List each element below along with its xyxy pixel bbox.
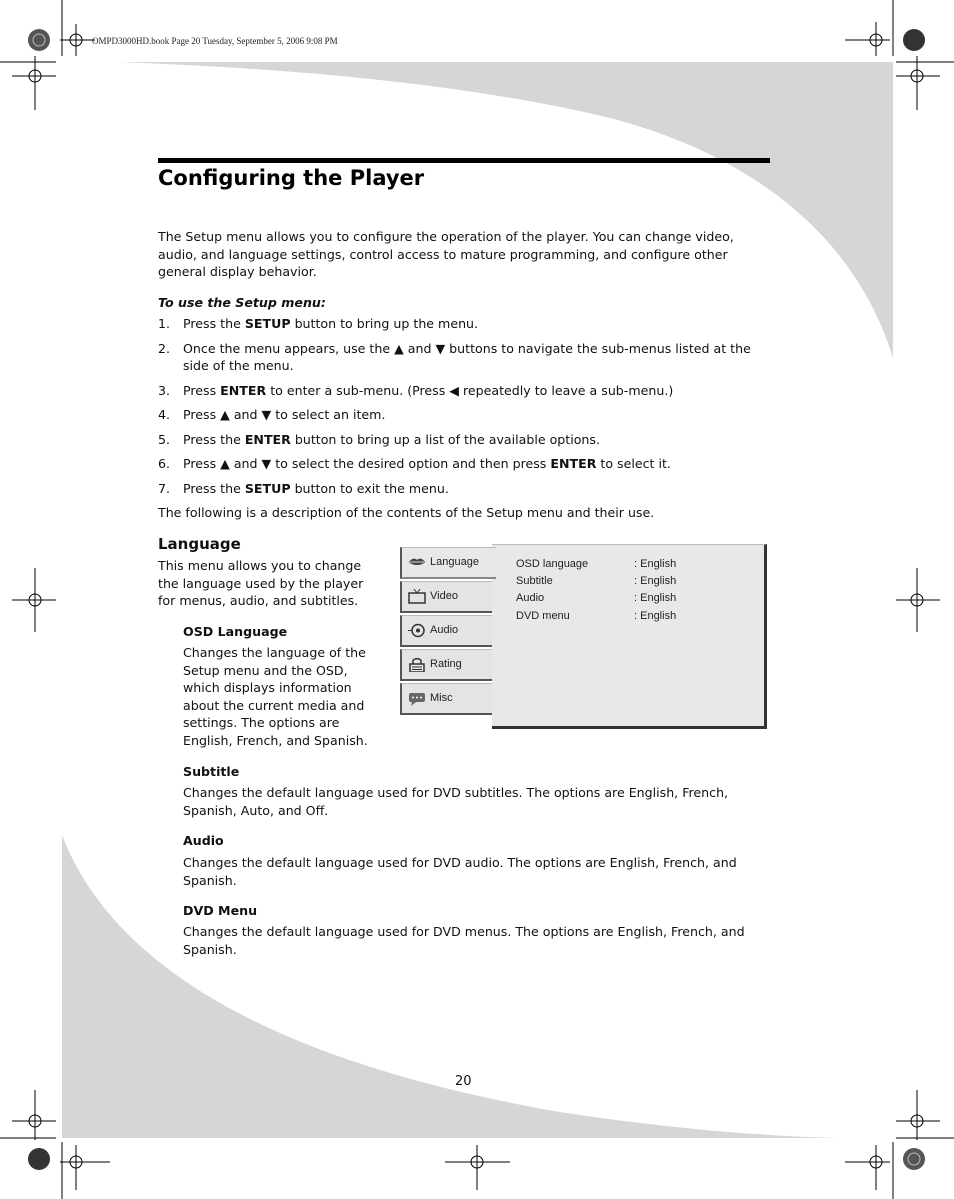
subtitle-description: Changes the default language used for DVD subtitles. The options are English, French, Spanish, Auto, and Off. [183,785,729,818]
lock-icon [408,657,426,672]
crosshair-mark-bottom-left-inner [60,1145,110,1190]
intro-paragraph: The Setup menu allows you to configure the operation of the player. You can change video, audio, and language settings, control access to mature programming, and configure other general display behavior. [158,229,734,279]
menu-tab-language [400,547,496,579]
crosshair-mark-right-top [896,56,940,110]
crosshair-mark-left-mid [12,568,56,632]
step-item: 1. Press the SETUP button to bring up the menu. [158,316,479,331]
lips-icon [408,555,426,570]
crosshair-mark-left-bottom [12,1090,56,1140]
speaker-icon [408,623,426,638]
menu-option-value: : English [634,558,677,570]
following-description: The following is a description of the contents of the Setup menu and their use. [158,505,655,520]
dvd-menu-description: Changes the default language used for DVD menus. The options are English, French, and Spanish. [183,924,745,957]
audio-description: Changes the default language used for DVD audio. The options are English, French, and Spanish. [183,855,737,888]
menu-tab-misc [400,683,492,715]
menu-option-name: Subtitle [516,575,553,587]
setup-procedure-heading: To use the Setup menu: [158,295,326,310]
step-item: 5. Press the ENTER button to bring up a list of the available options. [158,431,600,447]
crosshair-mark-bottom-right-inner [845,1145,890,1190]
step-item: 2. Once the menu appears, use the ▲ and ▼ buttons to navigate the sub-menus listed at the side of the menu. [158,340,751,373]
menu-tab-label: Language [430,556,479,568]
subtitle-heading: Subtitle [183,764,240,779]
menu-option-name: DVD menu [516,610,570,622]
menu-option-value: : English [634,610,677,622]
page-number: 20 [455,1074,472,1089]
speech-bubble-icon [408,691,426,706]
dvd-menu-heading: DVD Menu [183,903,258,918]
audio-heading: Audio [183,833,224,848]
menu-tab-label: Rating [430,658,462,670]
step-item: 3. Press ENTER to enter a sub-menu. (Press ◀ repeatedly to leave a sub-menu.) [158,382,674,398]
crosshair-mark-right-mid [896,568,940,632]
menu-options-panel [492,544,767,729]
top-swoosh [118,62,893,358]
target-mark-top-left [28,29,50,51]
target-mark-bottom-right [903,1148,925,1170]
menu-tab-rating [400,649,492,681]
osd-language-heading: OSD Language [183,624,288,639]
page-title: Configuring the Player [158,166,425,190]
setup-menu-screenshot [398,543,770,729]
target-mark-bottom-left [28,1148,50,1170]
crosshair-mark-top-right-inner [845,22,890,56]
menu-tab-video [400,581,492,613]
menu-tab-label: Video [430,590,458,602]
osd-language-description: Changes the language of the Setup menu and the OSD, which displays information about the current media and settings. The options are English, French, and Spanish. [183,645,368,748]
setup-steps-list [158,315,758,504]
menu-option-name: Audio [516,592,545,604]
title-rule [158,158,770,163]
crosshair-mark-left-top [12,56,56,110]
tv-icon [408,589,426,604]
crosshair-mark-top-left-inner [60,24,95,56]
step-item: 6. Press ▲ and ▼ to select the desired option and then press ENTER to select it. [158,456,671,471]
menu-tab-label: Misc [430,692,453,704]
target-mark-top-right [903,29,925,51]
crosshair-mark-right-bottom [896,1090,940,1140]
menu-option-value: : English [634,575,677,587]
menu-tab-label: Audio [430,624,459,636]
step-item: 7. Press the SETUP button to exit the menu. [158,480,449,496]
book-header-line: OMPD3000HD.book Page 20 Tuesday, September 5, 2006 9:08 PM [92,36,338,46]
crosshair-mark-bottom-center [445,1145,510,1190]
language-description: This menu allows you to change the language used by the player for menus, audio, and subtitles. [158,558,364,608]
menu-tab-audio [400,615,492,647]
menu-option-name: OSD language [516,558,589,570]
language-heading: Language [158,535,241,553]
step-item: 4. Press ▲ and ▼ to select an item. [158,407,386,422]
menu-option-value: : English [634,592,677,604]
